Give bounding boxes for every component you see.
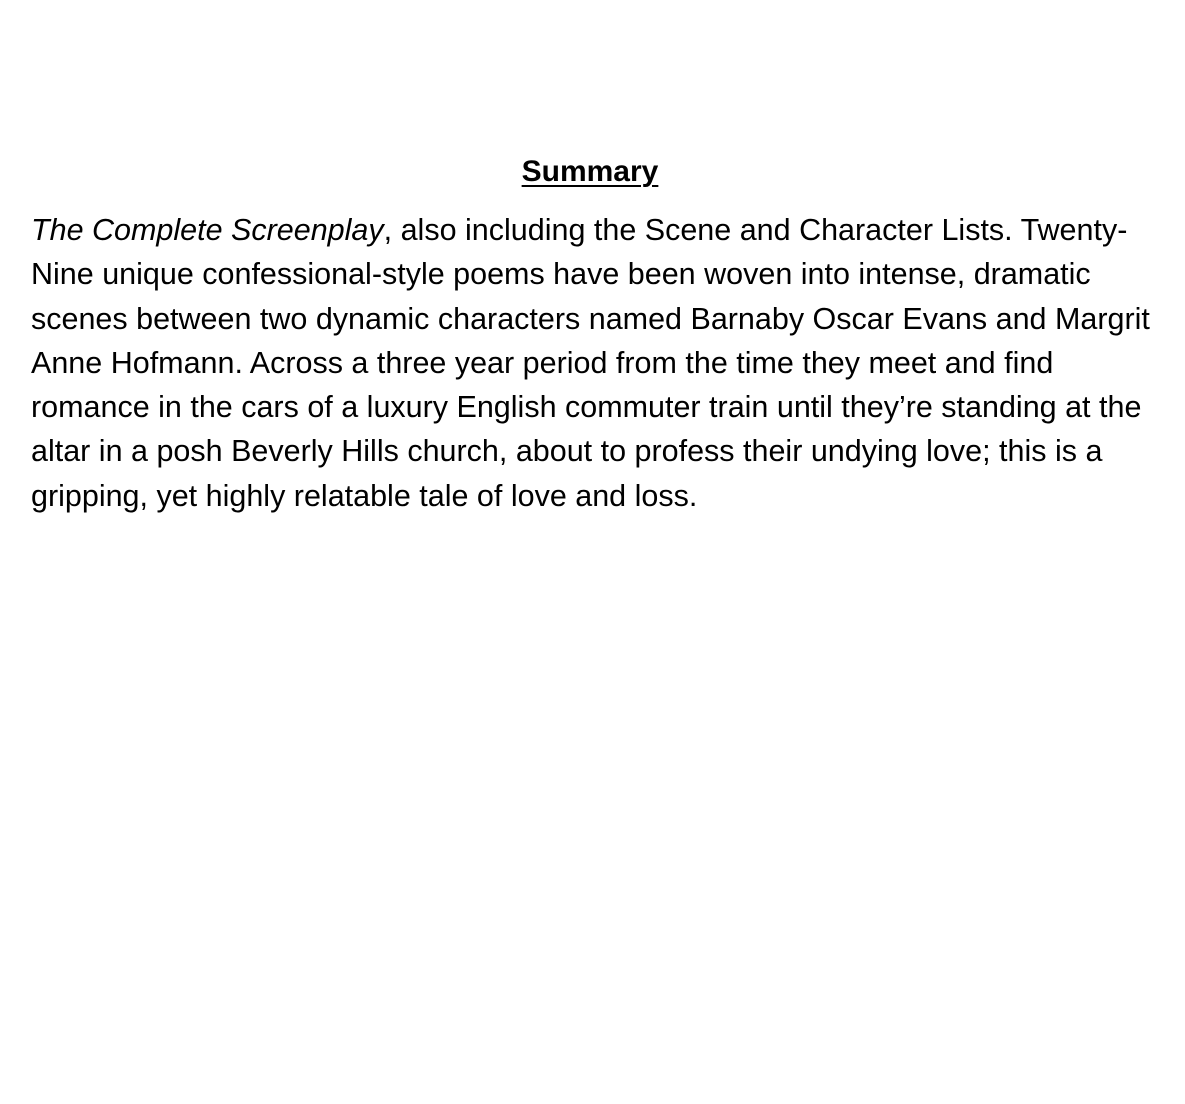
summary-heading: Summary: [521, 155, 659, 188]
screenplay-title: The Complete Screenplay: [31, 213, 384, 247]
summary-text: , also including the Scene and Character Lists. Twenty-Nine unique confessional-style poems have been woven into intense, dramatic scenes between two dynamic characters named Barnaby Oscar Evans and Margrit Anne Hofmann. Across a three year period from the time they meet and find romance in the cars of a luxury English commuter train until they’re standing at the altar in a posh Beverly Hills church, about to profess their undying love; this is a gripping, yet highly relatable tale of love and loss.: [31, 213, 1150, 513]
summary-paragraph: [31, 208, 1151, 518]
